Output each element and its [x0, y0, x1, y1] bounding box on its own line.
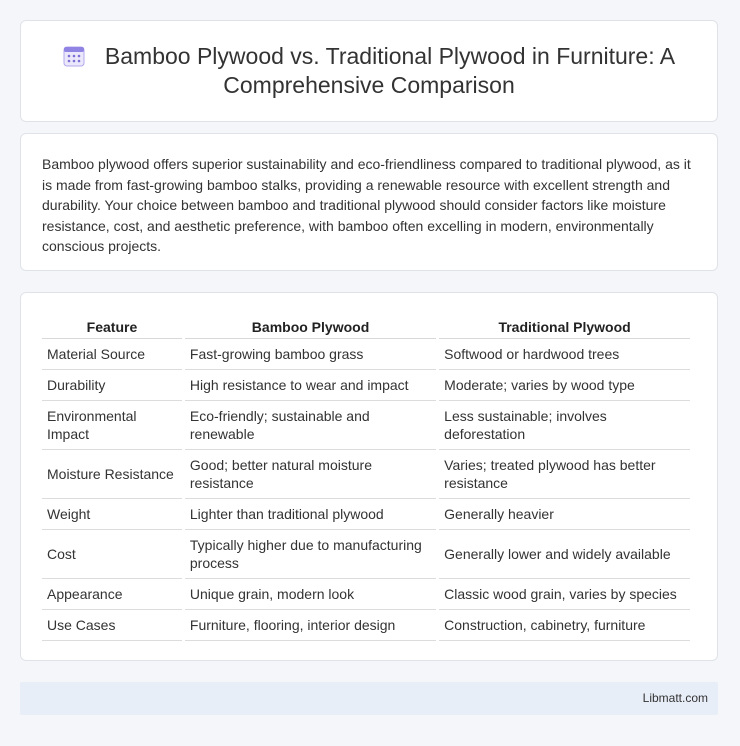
- comparison-table-card: [20, 292, 718, 661]
- calendar-icon: [63, 45, 85, 67]
- table-header-row: [42, 315, 690, 339]
- row-traditional: Moderate; varies by wood type: [439, 370, 690, 401]
- row-traditional: Generally heavier: [439, 499, 690, 530]
- row-traditional: Construction, cabinetry, furniture: [439, 610, 690, 641]
- table-row: [42, 370, 690, 401]
- row-feature: Use Cases: [42, 610, 182, 641]
- table-row: [42, 339, 690, 370]
- row-bamboo: Furniture, flooring, interior design: [185, 610, 436, 641]
- row-bamboo: Lighter than traditional plywood: [185, 499, 436, 530]
- table-row: [42, 450, 690, 499]
- row-feature: Weight: [42, 499, 182, 530]
- row-feature: Appearance: [42, 579, 182, 610]
- summary-card: [20, 133, 718, 271]
- row-bamboo: Eco-friendly; sustainable and renewable: [185, 401, 436, 450]
- table-row: [42, 610, 690, 641]
- row-traditional: Softwood or hardwood trees: [439, 339, 690, 370]
- row-feature: Durability: [42, 370, 182, 401]
- row-feature: Cost: [42, 530, 182, 579]
- row-bamboo: Unique grain, modern look: [185, 579, 436, 610]
- summary-text: Bamboo plywood offers superior sustainability and eco-friendliness compared to traditional plywood, as it is made from fast-growing bamboo stalks, providing a renewable resource with excellent strength and durability. Your choice between bamboo and traditional plywood should consider factors like moisture resistance, cost, and aesthetic preference, with bamboo often excelling in modern, environmentally conscious projects.: [42, 156, 691, 254]
- row-feature: Environmental Impact: [42, 401, 182, 450]
- row-traditional: Classic wood grain, varies by species: [439, 579, 690, 610]
- title-card: [20, 20, 718, 122]
- page-title: Bamboo Plywood vs. Traditional Plywood in Furniture: A Comprehensive Comparison: [104, 43, 676, 98]
- row-traditional: Generally lower and widely available: [439, 530, 690, 579]
- row-traditional: Less sustainable; involves deforestation: [439, 401, 690, 450]
- table-row: [42, 530, 690, 579]
- row-bamboo: Typically higher due to manufacturing process: [185, 530, 436, 579]
- row-traditional: Varies; treated plywood has better resistance: [439, 450, 690, 499]
- row-feature: Material Source: [42, 339, 182, 370]
- row-bamboo: High resistance to wear and impact: [185, 370, 436, 401]
- row-feature: Moisture Resistance: [42, 450, 182, 499]
- table-row: [42, 579, 690, 610]
- footer: [20, 682, 718, 715]
- footer-brand-link[interactable]: Libmatt.com: [642, 691, 708, 705]
- header-feature: Feature: [42, 315, 182, 339]
- table-row: [42, 401, 690, 450]
- header-bamboo: Bamboo Plywood: [185, 315, 436, 339]
- comparison-table: [39, 315, 693, 641]
- table-row: [42, 499, 690, 530]
- row-bamboo: Fast-growing bamboo grass: [185, 339, 436, 370]
- header-traditional: Traditional Plywood: [439, 315, 690, 339]
- row-bamboo: Good; better natural moisture resistance: [185, 450, 436, 499]
- page-title-wrap: [49, 42, 689, 100]
